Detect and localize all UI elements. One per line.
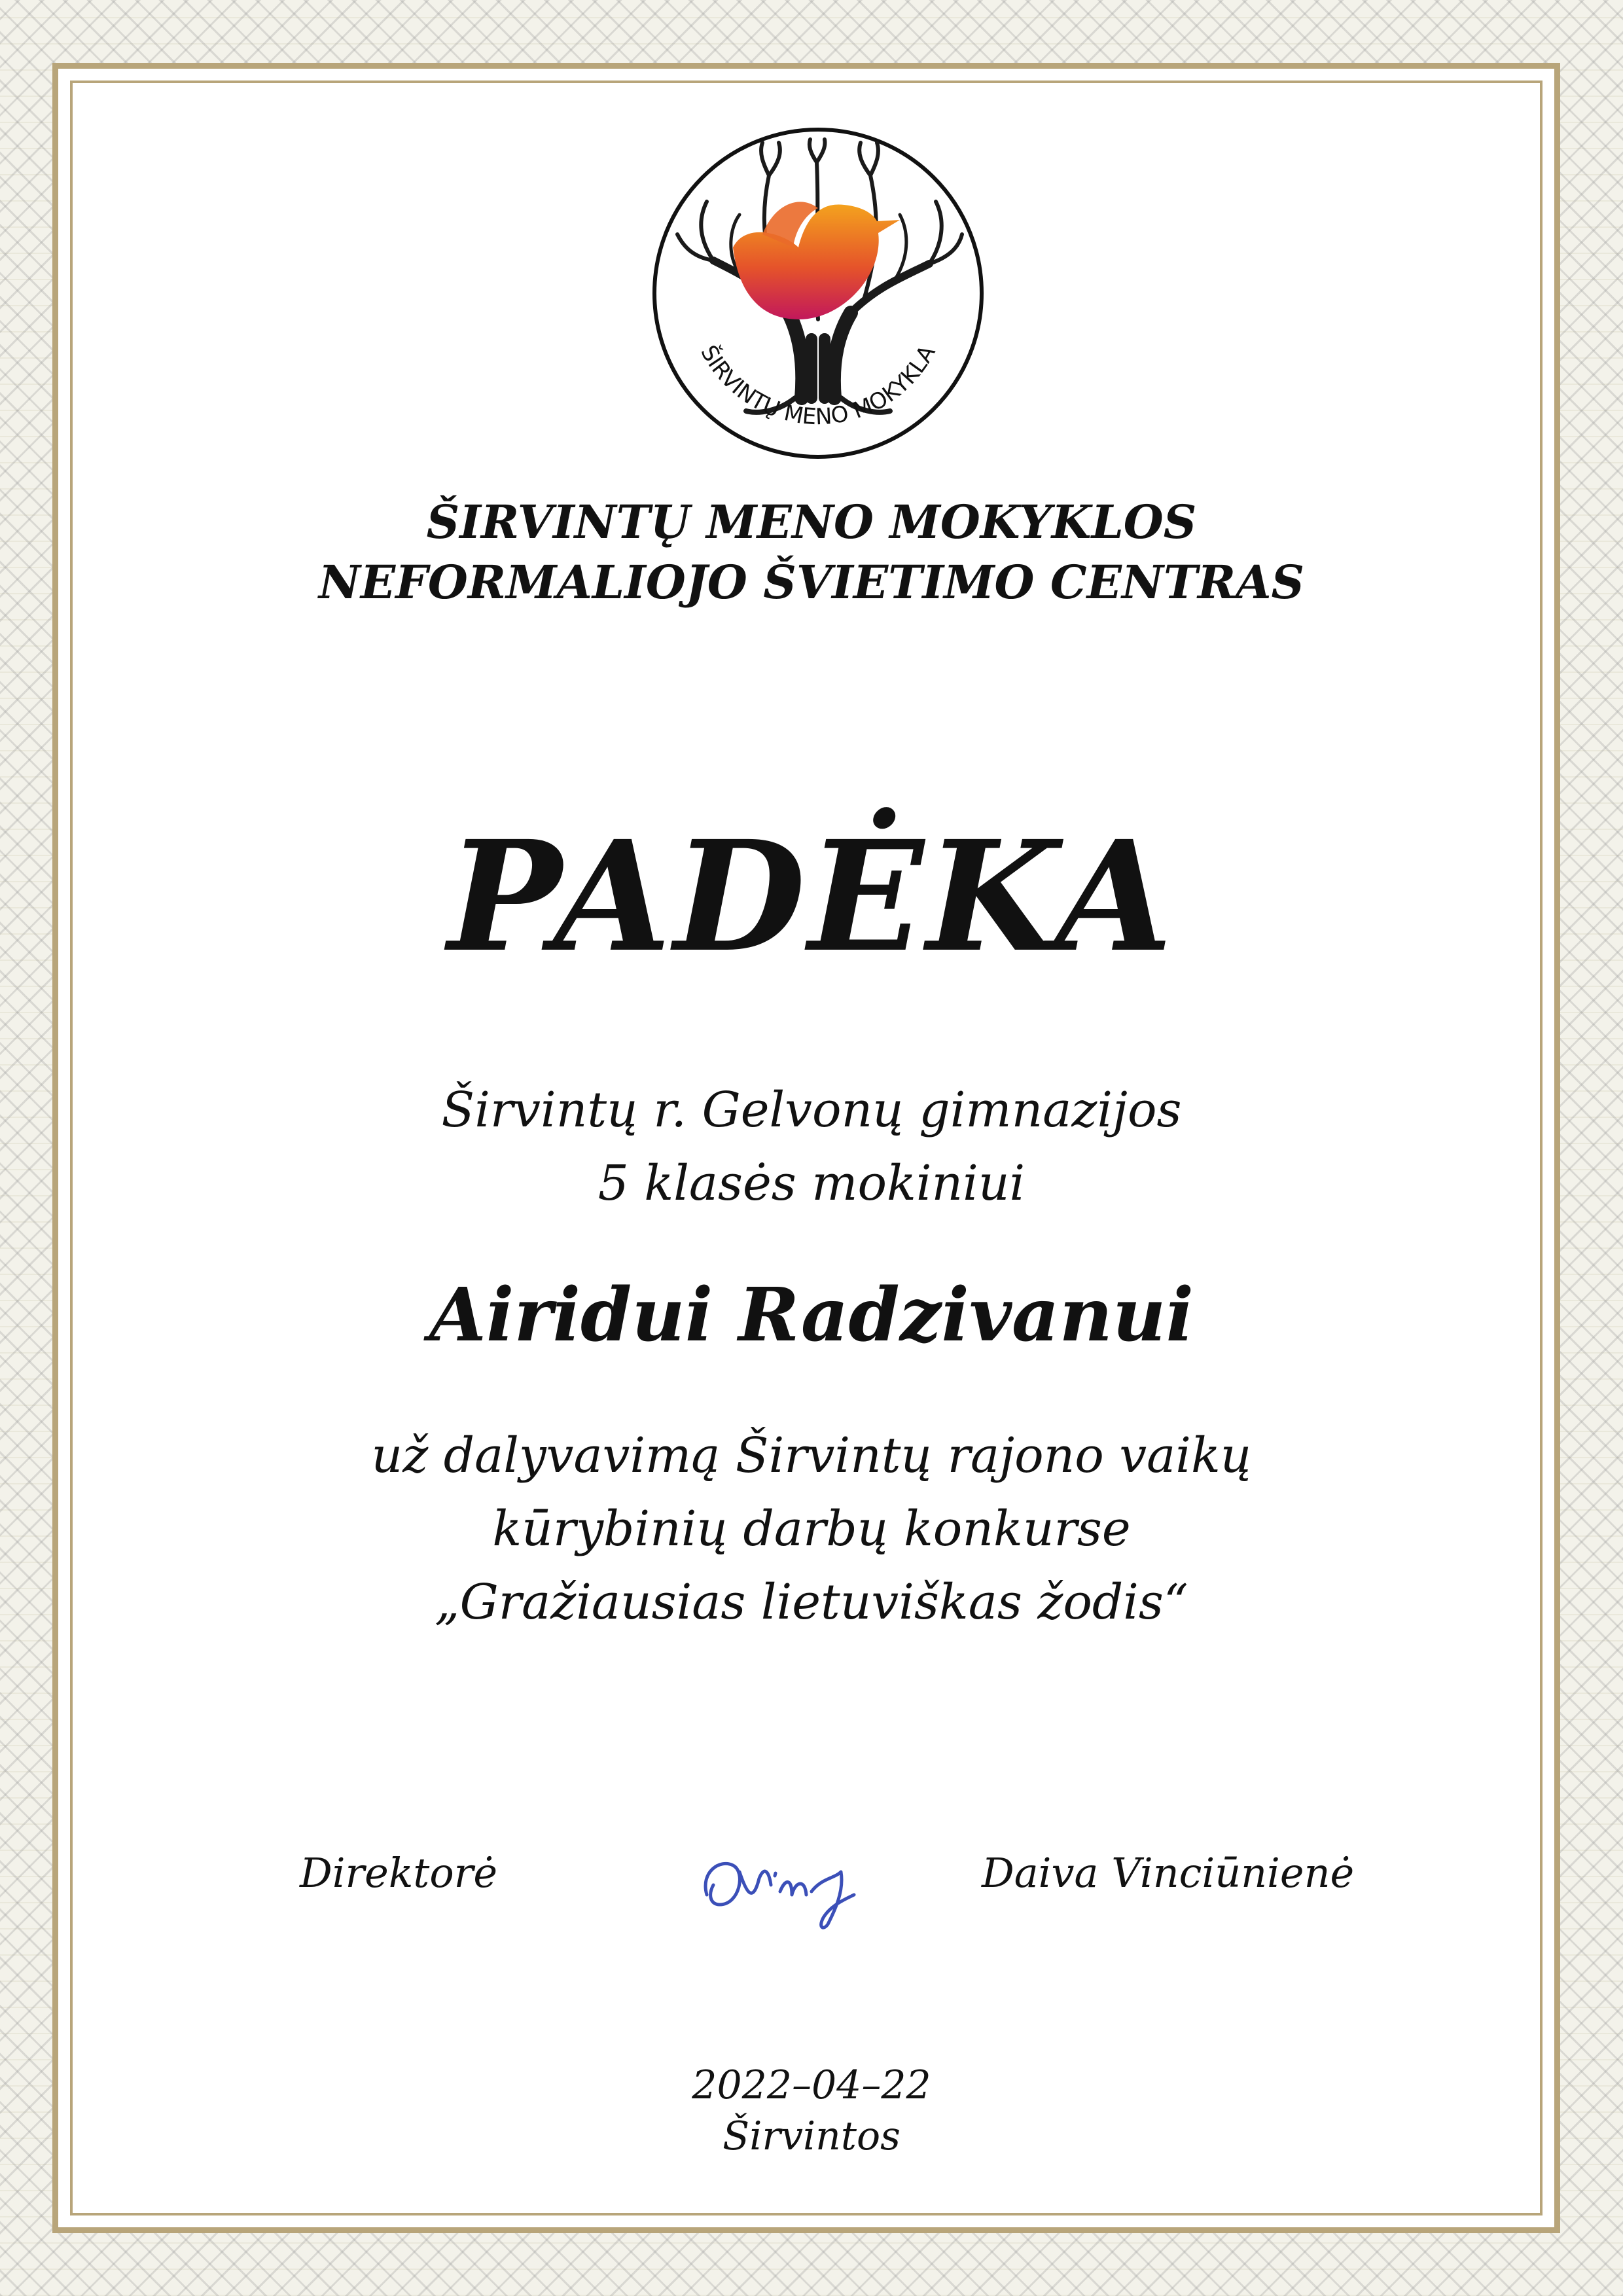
recipient-school: Širvintų r. Gelvonų gimnazijos xyxy=(441,1082,1182,1138)
school-logo xyxy=(648,123,988,463)
reason-line-2: kūrybinių darbų konkurse xyxy=(492,1501,1131,1557)
organization-line-2: NEFORMALIOJO ŠVIETIMO CENTRAS xyxy=(318,555,1305,609)
organization-line-1: ŠIRVINTŲ MENO MOKYKLOS xyxy=(426,495,1197,549)
logo-ring-text: ŠIRVINTŲ MENO MOKYKLA xyxy=(695,340,941,431)
reason-line-1: už dalyvavimą Širvintų rajono vaikų xyxy=(371,1427,1252,1484)
signer-name: Daiva Vinciūnienė xyxy=(982,1849,1355,1897)
certificate-title: PADĖKA xyxy=(448,807,1175,986)
recipient-class: 5 klasės mokiniui xyxy=(597,1155,1026,1211)
reason-line-3: „Gražiausias lietuviškas žodis“ xyxy=(435,1574,1188,1630)
handwritten-signature xyxy=(694,1833,864,1937)
recipient-name: Airidui Radzivanui xyxy=(429,1272,1194,1358)
signer-role: Direktorė xyxy=(300,1849,498,1897)
organization-name xyxy=(0,492,1623,613)
issue-date: 2022–04–22 xyxy=(692,2062,931,2108)
issue-place: Širvintos xyxy=(722,2113,901,2159)
